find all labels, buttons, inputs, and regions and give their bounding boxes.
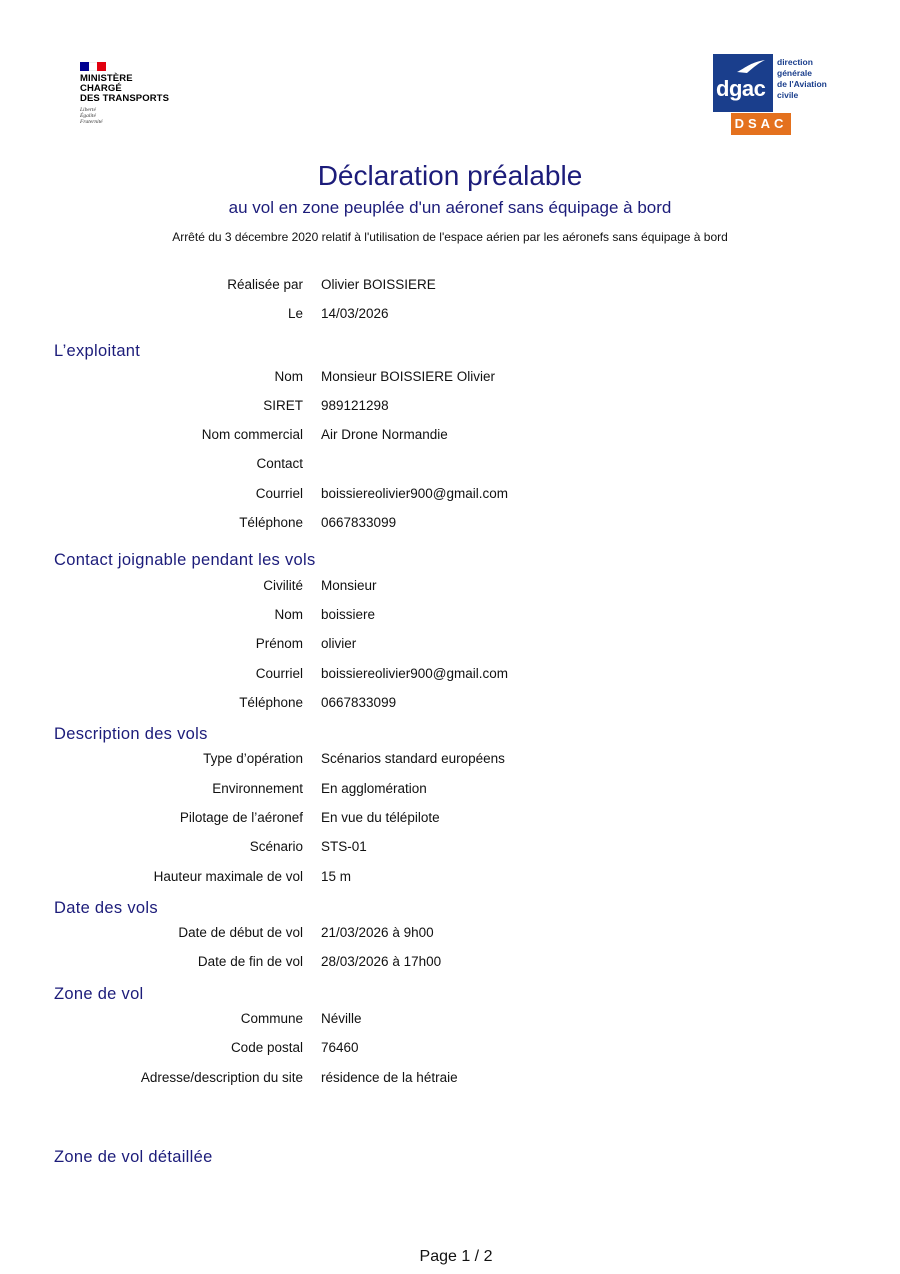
label-nom-commercial: Nom commercial <box>201 427 303 442</box>
label-code-postal: Code postal <box>230 1040 303 1055</box>
decree-reference: Arrêté du 3 décembre 2020 relatif à l'utilisation de l'espace aérien par les aéronefs sans équipage à bord <box>172 230 728 244</box>
dgac-box <box>713 54 773 112</box>
devise-fraternite: Fraternité <box>80 119 103 125</box>
french-flag-icon <box>80 62 106 71</box>
value-type-operation: Scénarios standard européens <box>321 751 505 766</box>
label-date-fin: Date de fin de vol <box>197 954 303 969</box>
label-environnement: Environnement <box>212 781 303 796</box>
page-title: Déclaration préalable <box>317 160 583 191</box>
section-exploitant: L’exploitant <box>54 342 141 360</box>
dgac-text-2: générale <box>777 68 812 78</box>
value-siret: 989121298 <box>321 398 389 413</box>
value-exploitant-nom: Monsieur BOISSIERE Olivier <box>321 369 496 384</box>
section-description: Description des vols <box>54 725 208 743</box>
value-adresse: résidence de la hétraie <box>321 1070 458 1085</box>
ministere-line-3: DES TRANSPORTS <box>80 93 170 104</box>
dgac-text-3: de l'Aviation <box>777 79 827 89</box>
label-exploitant-courriel: Courriel <box>255 486 303 501</box>
label-type-operation: Type d’opération <box>203 751 303 766</box>
label-contact-telephone: Téléphone <box>239 695 303 710</box>
value-commune: Néville <box>321 1011 362 1026</box>
label-exploitant-telephone: Téléphone <box>239 515 303 530</box>
bird-icon <box>735 58 769 76</box>
value-civilite: Monsieur <box>321 578 377 593</box>
value-contact-courriel: boissiereolivier900@gmail.com <box>321 666 509 681</box>
value-code-postal: 76460 <box>321 1040 359 1055</box>
label-realisee-par: Réalisée par <box>227 277 303 292</box>
value-scenario: STS-01 <box>321 839 367 854</box>
value-date-debut: 21/03/2026 à 9h00 <box>321 925 434 940</box>
value-contact-telephone: 0667833099 <box>321 695 397 710</box>
devise-egalite: Égalité <box>80 113 96 119</box>
label-contact: Contact <box>256 456 303 471</box>
dsac-badge: DSAC <box>731 113 791 135</box>
label-le: Le <box>287 306 303 321</box>
label-exploitant-nom: Nom <box>274 369 303 384</box>
label-contact-courriel: Courriel <box>255 666 303 681</box>
value-pilotage: En vue du télépilote <box>321 810 440 825</box>
value-nom-commercial: Air Drone Normandie <box>321 427 448 442</box>
devise-liberte: Liberté <box>80 107 96 113</box>
section-zone-detaillee: Zone de vol détaillée <box>54 1148 213 1166</box>
ministere-logo <box>80 62 190 132</box>
value-le: 14/03/2026 <box>321 306 389 321</box>
label-date-debut: Date de début de vol <box>178 925 303 940</box>
page-subtitle: au vol en zone peuplée d'un aéronef sans équipage à bord <box>228 198 672 217</box>
devise <box>80 107 190 125</box>
value-environnement: En agglomération <box>321 781 427 796</box>
label-adresse: Adresse/description du site <box>140 1070 303 1085</box>
label-pilotage: Pilotage de l’aéronef <box>179 810 303 825</box>
label-hauteur-max: Hauteur maximale de vol <box>153 869 303 884</box>
dgac-text-4: civile <box>777 90 799 100</box>
label-prenom: Prénom <box>255 636 303 651</box>
dgac-logo <box>713 54 843 136</box>
dgac-word: dgac <box>716 76 766 101</box>
dgac-text-1: direction <box>777 57 813 67</box>
value-prenom: olivier <box>321 636 357 651</box>
label-commune: Commune <box>240 1011 303 1026</box>
section-contact: Contact joignable pendant les vols <box>54 551 316 569</box>
label-siret: SIRET <box>263 398 303 413</box>
label-contact-nom: Nom <box>274 607 303 622</box>
value-hauteur-max: 15 m <box>321 869 352 884</box>
value-contact-nom: boissiere <box>321 607 376 622</box>
value-exploitant-telephone: 0667833099 <box>321 515 397 530</box>
ministere-line-1: MINISTÈRE <box>80 73 133 84</box>
label-civilite: Civilité <box>263 578 303 593</box>
value-date-fin: 28/03/2026 à 17h00 <box>321 954 442 969</box>
ministere-line-2: CHARGÉ <box>80 83 122 94</box>
section-zone: Zone de vol <box>54 985 144 1003</box>
section-dates: Date des vols <box>54 899 158 917</box>
dgac-text <box>777 57 827 101</box>
label-scenario: Scénario <box>249 839 303 854</box>
value-realisee-par: Olivier BOISSIERE <box>321 277 436 292</box>
value-exploitant-courriel: boissiereolivier900@gmail.com <box>321 486 509 501</box>
page-number: Page 1 / 2 <box>419 1248 493 1265</box>
